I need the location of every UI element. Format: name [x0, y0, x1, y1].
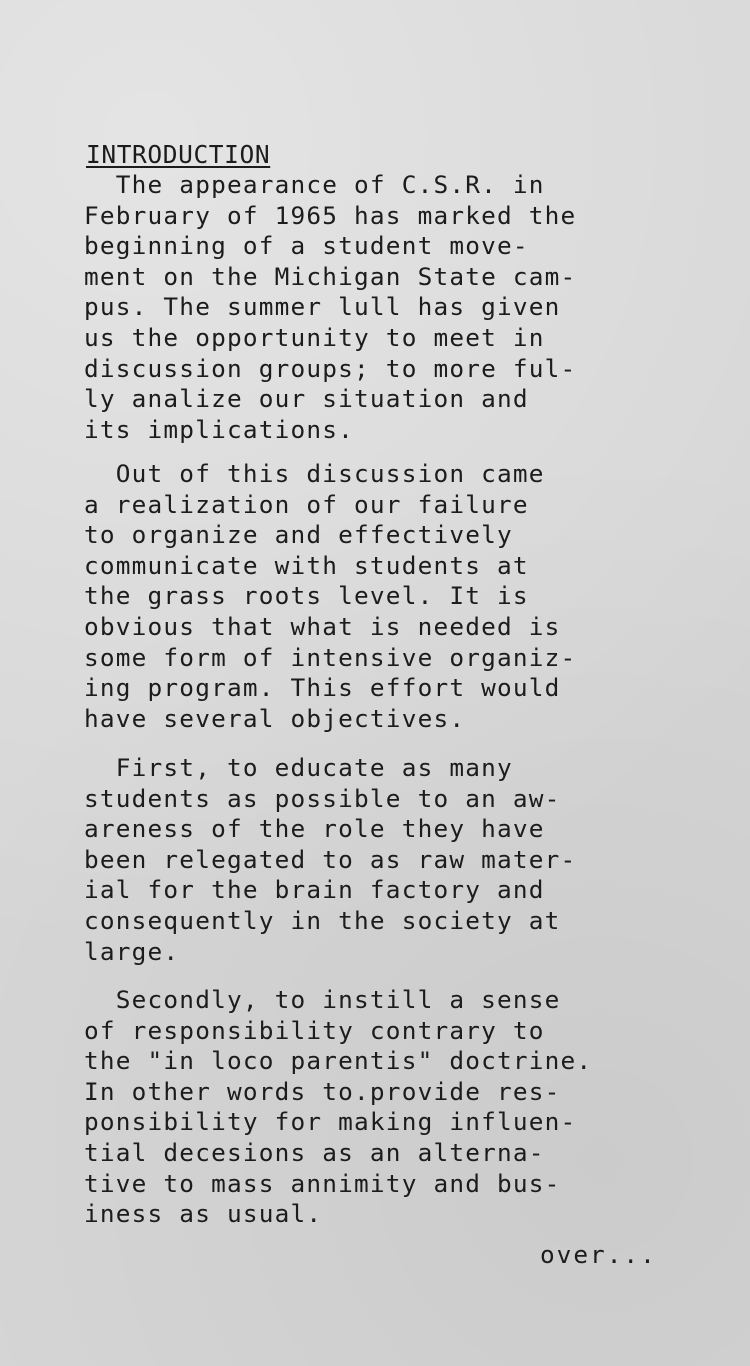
text-line: the "in loco parentis" doctrine.	[84, 1046, 593, 1076]
text-line: some form of intensive organiz-	[84, 642, 577, 672]
text-line: tive to mass annimity and bus-	[84, 1168, 561, 1198]
text-line: to organize and effectively	[84, 520, 513, 550]
text-line: ment on the Michigan State cam-	[84, 261, 577, 291]
text-line: its implications.	[84, 414, 355, 444]
section-heading: INTRODUCTION	[86, 140, 271, 169]
text-line: been relegated to as raw mater-	[84, 844, 577, 874]
text-line: areness of the role they have	[84, 814, 545, 844]
text-line: February of 1965 has marked the	[84, 200, 577, 230]
text-line: pus. The summer lull has given	[84, 292, 561, 322]
text-line: large.	[84, 936, 180, 966]
continued-note: over...	[540, 1240, 657, 1269]
text-line: have several objectives.	[84, 703, 466, 733]
text-line: beginning of a student move-	[84, 231, 529, 261]
text-line: First, to educate as many	[84, 753, 513, 782]
text-line: us the opportunity to meet in	[84, 322, 545, 352]
paragraph-introduction-4	[84, 985, 724, 1230]
text-line: Secondly, to instill a sense	[84, 985, 561, 1014]
text-line: consequently in the society at	[84, 905, 561, 935]
text-line: discussion groups; to more ful-	[84, 353, 577, 383]
text-line: ial for the brain factory and	[84, 875, 545, 905]
text-line: ly analize our situation and	[84, 384, 529, 414]
text-line: the grass roots level. It is	[84, 581, 529, 611]
text-line: obvious that what is needed is	[84, 611, 561, 641]
text-line: a realization of our failure	[84, 489, 529, 519]
text-line: Out of this discussion came	[84, 459, 545, 488]
text-line: In other words to.provide res-	[84, 1076, 561, 1106]
text-line: communicate with students at	[84, 550, 529, 580]
paragraph-introduction-3	[84, 753, 724, 967]
text-line: ponsibility for making influen-	[84, 1107, 577, 1137]
text-line: students as possible to an aw-	[84, 783, 561, 813]
text-line: The appearance of C.S.R. in	[84, 170, 545, 199]
text-line: ing program. This effort would	[84, 673, 561, 703]
text-line: tial decesions as an alterna-	[84, 1137, 545, 1167]
paragraph-introduction-1	[84, 170, 724, 445]
paragraph-introduction-2	[84, 459, 724, 734]
text-line: iness as usual.	[84, 1199, 323, 1229]
text-line: of responsibility contrary to	[84, 1015, 545, 1045]
